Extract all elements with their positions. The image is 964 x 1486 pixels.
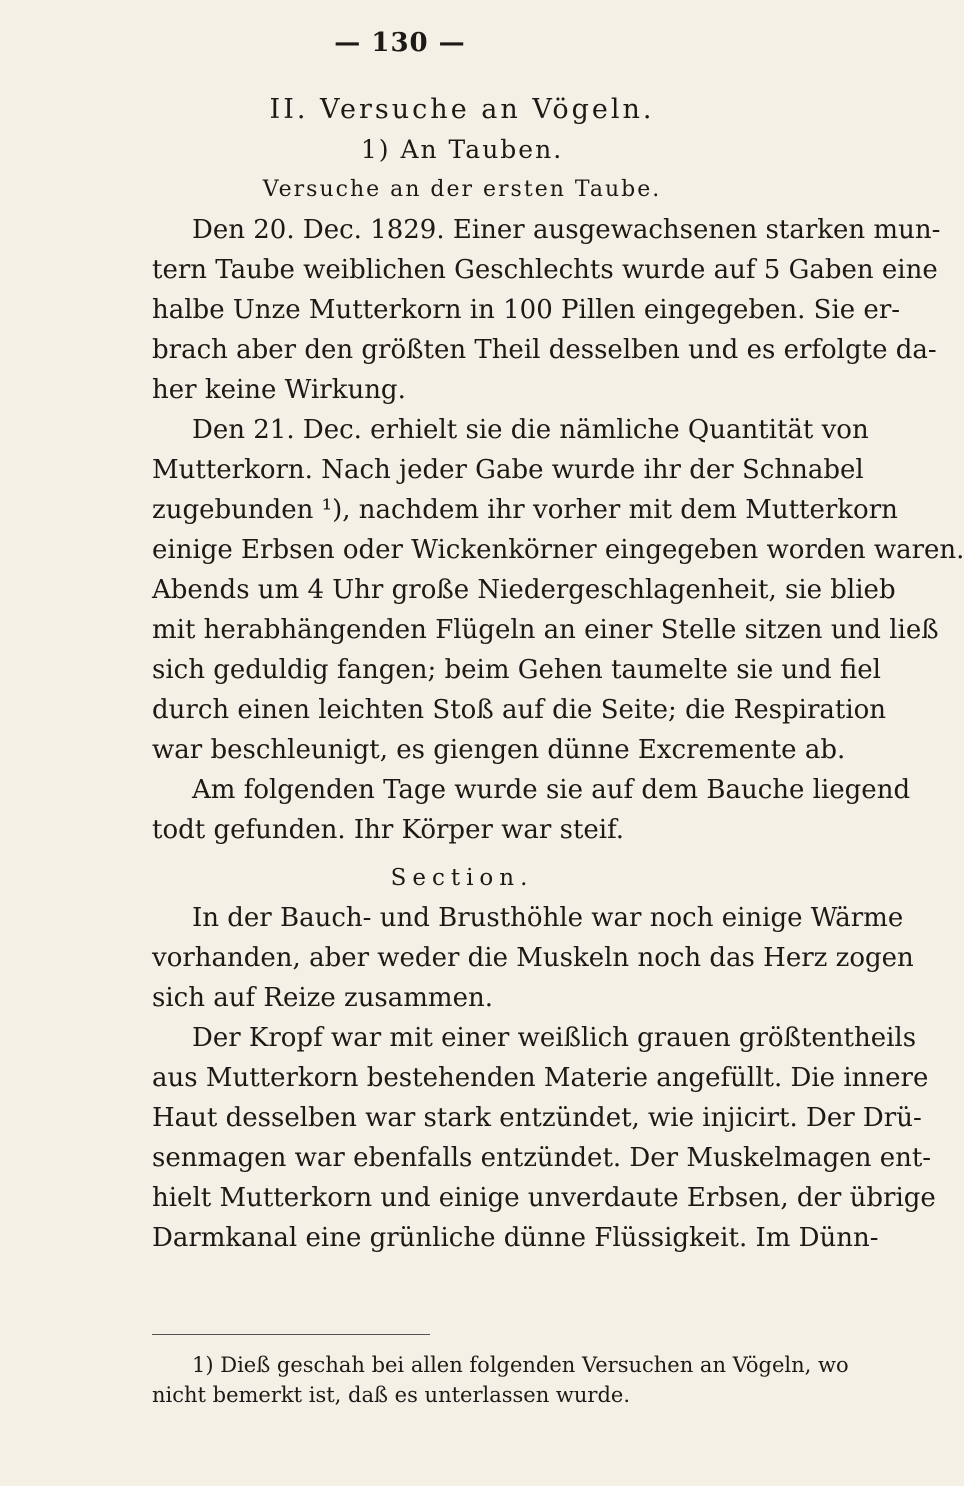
text-line: brach aber den größten Theil desselben und es erfolgte da- <box>152 335 937 365</box>
paragraph-5 <box>152 1018 936 1258</box>
text-line: todt gefunden. Ihr Körper war steif. <box>152 815 625 845</box>
text-line: Den 20. Dec. 1829. Einer ausgewachsenen starken mun- <box>192 215 941 245</box>
footnote-divider <box>152 1334 430 1335</box>
text-line: senmagen war ebenfalls entzündet. Der Muskelmagen ent- <box>152 1143 932 1173</box>
text-line: Am folgenden Tage wurde sie auf dem Bauche liegend <box>192 775 911 805</box>
paragraph-4 <box>152 898 914 1018</box>
running-head: — 130 — <box>334 28 466 58</box>
section-title: Section. <box>390 865 534 891</box>
text-line: sich auf Reize zusammen. <box>152 983 493 1013</box>
subsection-heading: Versuche an der ersten Taube. <box>262 177 662 202</box>
text-line: Mutterkorn. Nach jeder Gabe wurde ihr der Schnabel <box>152 455 864 485</box>
section-heading: 1) An Tauben. <box>360 135 564 164</box>
text-line: vorhanden, aber weder die Muskeln noch das Herz zogen <box>152 943 914 973</box>
footnote <box>152 1350 849 1410</box>
footnote-line: 1) Dieß geschah bei allen folgenden Versuchen an Vögeln, wo <box>192 1353 849 1377</box>
text-line: einige Erbsen oder Wickenkörner eingegeben worden waren. <box>152 535 964 565</box>
text-line: Darmkanal eine grünliche dünne Flüssigkeit. Im Dünn- <box>152 1223 879 1253</box>
text-line: tern Taube weiblichen Geschlechts wurde auf 5 Gaben eine <box>152 255 938 285</box>
text-line: zugebunden ¹), nachdem ihr vorher mit dem Mutterkorn <box>152 495 898 525</box>
text-line: Der Kropf war mit einer weißlich grauen größtentheils <box>192 1023 917 1053</box>
text-line: Den 21. Dec. erhielt sie die nämliche Quantität von <box>192 415 869 445</box>
paragraph-1 <box>152 210 941 410</box>
footnote-line: nicht bemerkt ist, daß es unterlassen wurde. <box>152 1383 631 1407</box>
text-line: halbe Unze Mutterkorn in 100 Pillen eingegeben. Sie er- <box>152 295 901 325</box>
text-line: war beschleunigt, es giengen dünne Excremente ab. <box>152 735 846 765</box>
text-line: sich geduldig fangen; beim Gehen taumelte sie und fiel <box>152 655 881 685</box>
text-line: Haut desselben war stark entzündet, wie injicirt. Der Drü- <box>152 1103 922 1133</box>
text-line: Abends um 4 Uhr große Niedergeschlagenheit, sie blieb <box>152 575 896 605</box>
text-line: her keine Wirkung. <box>152 375 406 405</box>
text-line: In der Bauch- und Brusthöhle war noch einige Wärme <box>192 903 904 933</box>
text-line: mit herabhängenden Flügeln an einer Stelle sitzen und ließ <box>152 615 939 645</box>
text-line: aus Mutterkorn bestehenden Materie angefüllt. Die innere <box>152 1063 929 1093</box>
paragraph-2 <box>152 410 964 770</box>
main-text <box>152 90 964 1258</box>
text-line: durch einen leichten Stoß auf die Seite; die Respiration <box>152 695 887 725</box>
text-line: hielt Mutterkorn und einige unverdaute Erbsen, der übrige <box>152 1183 936 1213</box>
paragraph-3 <box>152 770 911 850</box>
chapter-heading: II. Versuche an Vögeln. <box>269 94 655 125</box>
